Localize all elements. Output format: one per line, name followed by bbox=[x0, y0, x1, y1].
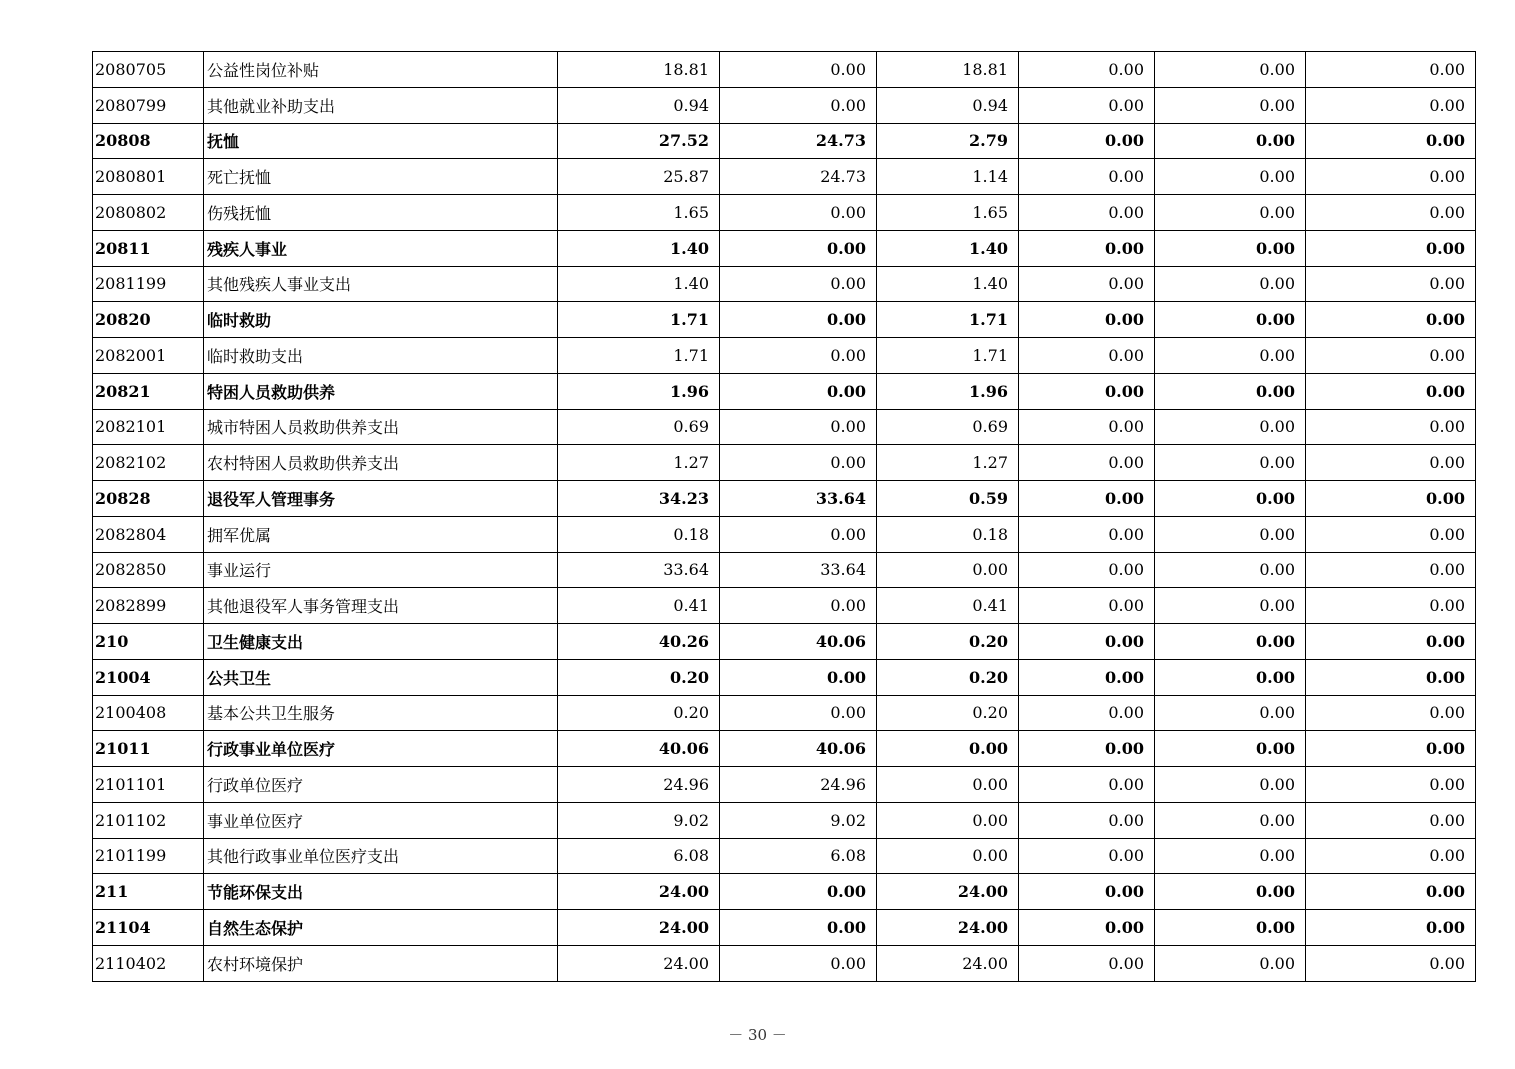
cell-account-name: 自然生态保护 bbox=[204, 910, 558, 946]
cell-amount: 24.00 bbox=[558, 945, 720, 981]
cell-amount: 1.40 bbox=[877, 230, 1019, 266]
cell-amount: 0.00 bbox=[1306, 52, 1476, 88]
cell-amount: 0.00 bbox=[877, 767, 1019, 803]
cell-amount: 33.64 bbox=[558, 552, 720, 588]
cell-amount: 0.00 bbox=[720, 230, 877, 266]
cell-amount: 18.81 bbox=[877, 52, 1019, 88]
table-row bbox=[93, 945, 1476, 981]
cell-amount: 0.00 bbox=[1155, 516, 1306, 552]
cell-amount: 25.87 bbox=[558, 159, 720, 195]
cell-amount: 2.79 bbox=[877, 123, 1019, 159]
cell-account-name: 拥军优属 bbox=[204, 516, 558, 552]
cell-amount: 0.00 bbox=[1155, 266, 1306, 302]
table-row bbox=[93, 195, 1476, 231]
table-row bbox=[93, 695, 1476, 731]
cell-amount: 1.71 bbox=[558, 338, 720, 374]
cell-amount: 0.00 bbox=[1306, 445, 1476, 481]
page-number: － 30 － bbox=[728, 1026, 787, 1044]
cell-amount: 0.18 bbox=[558, 516, 720, 552]
cell-amount: 1.71 bbox=[877, 338, 1019, 374]
cell-amount: 0.00 bbox=[1019, 123, 1155, 159]
cell-account-code: 2101102 bbox=[93, 802, 204, 838]
cell-amount: 0.00 bbox=[1019, 445, 1155, 481]
cell-account-code: 2082850 bbox=[93, 552, 204, 588]
cell-amount: 0.00 bbox=[1155, 445, 1306, 481]
cell-amount: 0.00 bbox=[720, 516, 877, 552]
cell-amount: 1.40 bbox=[558, 230, 720, 266]
cell-amount: 0.20 bbox=[558, 659, 720, 695]
cell-amount: 0.00 bbox=[1306, 123, 1476, 159]
cell-amount: 0.00 bbox=[720, 52, 877, 88]
cell-amount: 24.96 bbox=[558, 767, 720, 803]
table-row bbox=[93, 874, 1476, 910]
cell-amount: 0.00 bbox=[720, 695, 877, 731]
cell-amount: 0.00 bbox=[1306, 266, 1476, 302]
cell-account-name: 残疾人事业 bbox=[204, 230, 558, 266]
cell-amount: 0.00 bbox=[1306, 945, 1476, 981]
cell-amount: 9.02 bbox=[720, 802, 877, 838]
cell-amount: 0.00 bbox=[1155, 230, 1306, 266]
cell-account-name: 其他退役军人事务管理支出 bbox=[204, 588, 558, 624]
cell-account-code: 2110402 bbox=[93, 945, 204, 981]
cell-amount: 0.00 bbox=[1155, 802, 1306, 838]
cell-amount: 24.00 bbox=[877, 910, 1019, 946]
cell-amount: 0.00 bbox=[1306, 552, 1476, 588]
cell-amount: 0.00 bbox=[1019, 195, 1155, 231]
table-row bbox=[93, 373, 1476, 409]
cell-amount: 0.00 bbox=[1019, 516, 1155, 552]
cell-amount: 0.20 bbox=[877, 624, 1019, 660]
table-body bbox=[93, 52, 1476, 982]
cell-account-name: 行政事业单位医疗 bbox=[204, 731, 558, 767]
cell-amount: 34.23 bbox=[558, 481, 720, 517]
cell-account-name: 节能环保支出 bbox=[204, 874, 558, 910]
cell-account-code: 2101101 bbox=[93, 767, 204, 803]
cell-account-name: 伤残抚恤 bbox=[204, 195, 558, 231]
cell-amount: 0.00 bbox=[1155, 731, 1306, 767]
cell-amount: 0.00 bbox=[1306, 659, 1476, 695]
cell-amount: 0.69 bbox=[558, 409, 720, 445]
cell-amount: 1.40 bbox=[877, 266, 1019, 302]
cell-account-code: 20820 bbox=[93, 302, 204, 338]
cell-amount: 0.00 bbox=[1155, 87, 1306, 123]
cell-account-code: 2081199 bbox=[93, 266, 204, 302]
cell-account-name: 农村环境保护 bbox=[204, 945, 558, 981]
cell-amount: 0.18 bbox=[877, 516, 1019, 552]
cell-amount: 0.00 bbox=[720, 373, 877, 409]
cell-account-name: 退役军人管理事务 bbox=[204, 481, 558, 517]
cell-account-code: 21104 bbox=[93, 910, 204, 946]
cell-amount: 0.00 bbox=[1306, 624, 1476, 660]
cell-amount: 0.00 bbox=[877, 731, 1019, 767]
table-row bbox=[93, 624, 1476, 660]
cell-account-code: 2100408 bbox=[93, 695, 204, 731]
cell-amount: 0.00 bbox=[1019, 373, 1155, 409]
cell-amount: 0.00 bbox=[1019, 588, 1155, 624]
cell-account-code: 2080705 bbox=[93, 52, 204, 88]
table-row bbox=[93, 230, 1476, 266]
cell-amount: 0.59 bbox=[877, 481, 1019, 517]
cell-account-name: 其他就业补助支出 bbox=[204, 87, 558, 123]
cell-amount: 24.73 bbox=[720, 159, 877, 195]
cell-account-name: 事业运行 bbox=[204, 552, 558, 588]
cell-amount: 0.00 bbox=[720, 910, 877, 946]
cell-amount: 0.00 bbox=[1019, 409, 1155, 445]
cell-amount: 6.08 bbox=[558, 838, 720, 874]
table-row bbox=[93, 516, 1476, 552]
cell-amount: 0.00 bbox=[1155, 874, 1306, 910]
cell-account-code: 2082804 bbox=[93, 516, 204, 552]
cell-amount: 0.00 bbox=[1306, 302, 1476, 338]
cell-amount: 0.00 bbox=[720, 945, 877, 981]
cell-amount: 24.00 bbox=[877, 945, 1019, 981]
cell-amount: 0.00 bbox=[1306, 87, 1476, 123]
cell-amount: 0.00 bbox=[1306, 695, 1476, 731]
budget-table bbox=[92, 51, 1476, 982]
table-row bbox=[93, 659, 1476, 695]
cell-amount: 0.00 bbox=[1019, 767, 1155, 803]
cell-amount: 0.00 bbox=[1155, 659, 1306, 695]
cell-account-name: 公益性岗位补贴 bbox=[204, 52, 558, 88]
cell-amount: 0.00 bbox=[720, 302, 877, 338]
table-row bbox=[93, 802, 1476, 838]
cell-amount: 1.71 bbox=[558, 302, 720, 338]
cell-amount: 0.00 bbox=[1306, 373, 1476, 409]
cell-account-name: 其他行政事业单位医疗支出 bbox=[204, 838, 558, 874]
cell-amount: 0.00 bbox=[1155, 695, 1306, 731]
cell-amount: 40.06 bbox=[720, 731, 877, 767]
cell-amount: 0.00 bbox=[1155, 373, 1306, 409]
cell-account-code: 210 bbox=[93, 624, 204, 660]
cell-amount: 40.26 bbox=[558, 624, 720, 660]
cell-amount: 0.00 bbox=[1155, 945, 1306, 981]
cell-amount: 0.00 bbox=[720, 338, 877, 374]
table-row bbox=[93, 910, 1476, 946]
cell-account-code: 2080801 bbox=[93, 159, 204, 195]
cell-amount: 0.00 bbox=[1155, 910, 1306, 946]
table-row bbox=[93, 731, 1476, 767]
cell-amount: 0.00 bbox=[1155, 302, 1306, 338]
table-row bbox=[93, 588, 1476, 624]
cell-account-code: 21004 bbox=[93, 659, 204, 695]
cell-amount: 0.00 bbox=[1019, 338, 1155, 374]
cell-account-name: 基本公共卫生服务 bbox=[204, 695, 558, 731]
table-row bbox=[93, 481, 1476, 517]
cell-amount: 0.00 bbox=[1155, 767, 1306, 803]
table-row bbox=[93, 123, 1476, 159]
cell-account-name: 临时救助支出 bbox=[204, 338, 558, 374]
cell-account-name: 特困人员救助供养 bbox=[204, 373, 558, 409]
cell-amount: 0.00 bbox=[1155, 552, 1306, 588]
cell-account-code: 2080799 bbox=[93, 87, 204, 123]
cell-amount: 33.64 bbox=[720, 481, 877, 517]
cell-amount: 0.00 bbox=[1019, 266, 1155, 302]
cell-account-code: 20808 bbox=[93, 123, 204, 159]
cell-account-code: 20821 bbox=[93, 373, 204, 409]
cell-amount: 0.00 bbox=[720, 409, 877, 445]
cell-amount: 0.00 bbox=[1306, 838, 1476, 874]
table-row bbox=[93, 87, 1476, 123]
table-row bbox=[93, 302, 1476, 338]
cell-amount: 0.00 bbox=[1306, 731, 1476, 767]
cell-amount: 0.00 bbox=[1019, 659, 1155, 695]
cell-amount: 0.00 bbox=[1019, 230, 1155, 266]
cell-amount: 0.00 bbox=[877, 552, 1019, 588]
table-row bbox=[93, 409, 1476, 445]
cell-amount: 0.00 bbox=[1155, 159, 1306, 195]
cell-amount: 24.00 bbox=[877, 874, 1019, 910]
cell-amount: 0.00 bbox=[1019, 302, 1155, 338]
cell-amount: 0.00 bbox=[877, 802, 1019, 838]
cell-amount: 0.94 bbox=[877, 87, 1019, 123]
cell-amount: 0.00 bbox=[1306, 874, 1476, 910]
cell-amount: 0.20 bbox=[877, 695, 1019, 731]
cell-amount: 9.02 bbox=[558, 802, 720, 838]
cell-account-name: 死亡抚恤 bbox=[204, 159, 558, 195]
cell-amount: 24.00 bbox=[558, 910, 720, 946]
cell-account-code: 2101199 bbox=[93, 838, 204, 874]
table-row bbox=[93, 338, 1476, 374]
cell-account-code: 211 bbox=[93, 874, 204, 910]
cell-amount: 0.00 bbox=[1306, 230, 1476, 266]
table-row bbox=[93, 445, 1476, 481]
cell-amount: 0.00 bbox=[1019, 945, 1155, 981]
cell-amount: 0.00 bbox=[1155, 624, 1306, 660]
cell-amount: 0.00 bbox=[720, 87, 877, 123]
cell-account-code: 21011 bbox=[93, 731, 204, 767]
cell-account-name: 城市特困人员救助供养支出 bbox=[204, 409, 558, 445]
cell-amount: 1.40 bbox=[558, 266, 720, 302]
cell-amount: 0.00 bbox=[720, 195, 877, 231]
cell-account-code: 2082001 bbox=[93, 338, 204, 374]
cell-amount: 0.20 bbox=[877, 659, 1019, 695]
table-row bbox=[93, 159, 1476, 195]
cell-account-name: 其他残疾人事业支出 bbox=[204, 266, 558, 302]
cell-amount: 0.00 bbox=[1155, 123, 1306, 159]
cell-amount: 18.81 bbox=[558, 52, 720, 88]
cell-amount: 0.00 bbox=[720, 445, 877, 481]
table-row bbox=[93, 266, 1476, 302]
cell-amount: 24.00 bbox=[558, 874, 720, 910]
cell-amount: 0.00 bbox=[1155, 588, 1306, 624]
table-row bbox=[93, 552, 1476, 588]
cell-amount: 0.00 bbox=[1306, 338, 1476, 374]
cell-amount: 0.00 bbox=[1019, 552, 1155, 588]
cell-account-code: 2082102 bbox=[93, 445, 204, 481]
cell-account-name: 行政单位医疗 bbox=[204, 767, 558, 803]
cell-amount: 0.00 bbox=[1306, 802, 1476, 838]
cell-amount: 0.00 bbox=[1019, 52, 1155, 88]
cell-amount: 0.41 bbox=[877, 588, 1019, 624]
cell-amount: 1.27 bbox=[558, 445, 720, 481]
cell-amount: 0.00 bbox=[1306, 409, 1476, 445]
cell-amount: 1.96 bbox=[558, 373, 720, 409]
cell-amount: 0.00 bbox=[1019, 481, 1155, 517]
cell-account-name: 农村特困人员救助供养支出 bbox=[204, 445, 558, 481]
cell-amount: 1.65 bbox=[558, 195, 720, 231]
cell-amount: 0.00 bbox=[1155, 481, 1306, 517]
cell-account-name: 公共卫生 bbox=[204, 659, 558, 695]
cell-amount: 0.00 bbox=[720, 588, 877, 624]
cell-amount: 0.00 bbox=[1306, 588, 1476, 624]
cell-amount: 0.00 bbox=[1306, 481, 1476, 517]
cell-amount: 40.06 bbox=[720, 624, 877, 660]
cell-amount: 6.08 bbox=[720, 838, 877, 874]
cell-account-name: 临时救助 bbox=[204, 302, 558, 338]
cell-amount: 0.41 bbox=[558, 588, 720, 624]
cell-account-code: 20811 bbox=[93, 230, 204, 266]
cell-amount: 0.94 bbox=[558, 87, 720, 123]
cell-amount: 0.00 bbox=[1019, 731, 1155, 767]
table-row bbox=[93, 767, 1476, 803]
cell-amount: 33.64 bbox=[720, 552, 877, 588]
cell-amount: 0.00 bbox=[720, 874, 877, 910]
cell-amount: 0.00 bbox=[720, 659, 877, 695]
cell-amount: 0.69 bbox=[877, 409, 1019, 445]
cell-amount: 0.00 bbox=[1306, 159, 1476, 195]
cell-amount: 0.00 bbox=[720, 266, 877, 302]
cell-amount: 0.00 bbox=[1019, 838, 1155, 874]
cell-amount: 40.06 bbox=[558, 731, 720, 767]
cell-amount: 1.71 bbox=[877, 302, 1019, 338]
cell-amount: 0.00 bbox=[1019, 695, 1155, 731]
cell-amount: 1.96 bbox=[877, 373, 1019, 409]
cell-amount: 0.00 bbox=[1019, 87, 1155, 123]
cell-amount: 0.00 bbox=[1155, 338, 1306, 374]
cell-account-name: 抚恤 bbox=[204, 123, 558, 159]
cell-amount: 0.00 bbox=[1019, 874, 1155, 910]
cell-amount: 0.00 bbox=[1306, 195, 1476, 231]
cell-amount: 24.96 bbox=[720, 767, 877, 803]
cell-amount: 0.00 bbox=[1155, 409, 1306, 445]
cell-amount: 0.00 bbox=[1306, 767, 1476, 803]
cell-account-code: 2082101 bbox=[93, 409, 204, 445]
cell-amount: 1.27 bbox=[877, 445, 1019, 481]
cell-amount: 0.00 bbox=[1155, 838, 1306, 874]
cell-amount: 0.00 bbox=[1306, 516, 1476, 552]
cell-amount: 0.00 bbox=[877, 838, 1019, 874]
cell-amount: 0.00 bbox=[1019, 910, 1155, 946]
table-row bbox=[93, 52, 1476, 88]
cell-amount: 0.00 bbox=[1019, 624, 1155, 660]
cell-amount: 27.52 bbox=[558, 123, 720, 159]
cell-account-code: 2082899 bbox=[93, 588, 204, 624]
cell-amount: 0.00 bbox=[1019, 159, 1155, 195]
cell-amount: 0.00 bbox=[1155, 52, 1306, 88]
cell-amount: 0.00 bbox=[1306, 910, 1476, 946]
cell-amount: 1.14 bbox=[877, 159, 1019, 195]
cell-account-name: 卫生健康支出 bbox=[204, 624, 558, 660]
table-row bbox=[93, 838, 1476, 874]
cell-amount: 0.20 bbox=[558, 695, 720, 731]
cell-amount: 0.00 bbox=[1019, 802, 1155, 838]
cell-account-code: 20828 bbox=[93, 481, 204, 517]
cell-account-name: 事业单位医疗 bbox=[204, 802, 558, 838]
cell-amount: 1.65 bbox=[877, 195, 1019, 231]
cell-amount: 0.00 bbox=[1155, 195, 1306, 231]
cell-amount: 24.73 bbox=[720, 123, 877, 159]
cell-account-code: 2080802 bbox=[93, 195, 204, 231]
